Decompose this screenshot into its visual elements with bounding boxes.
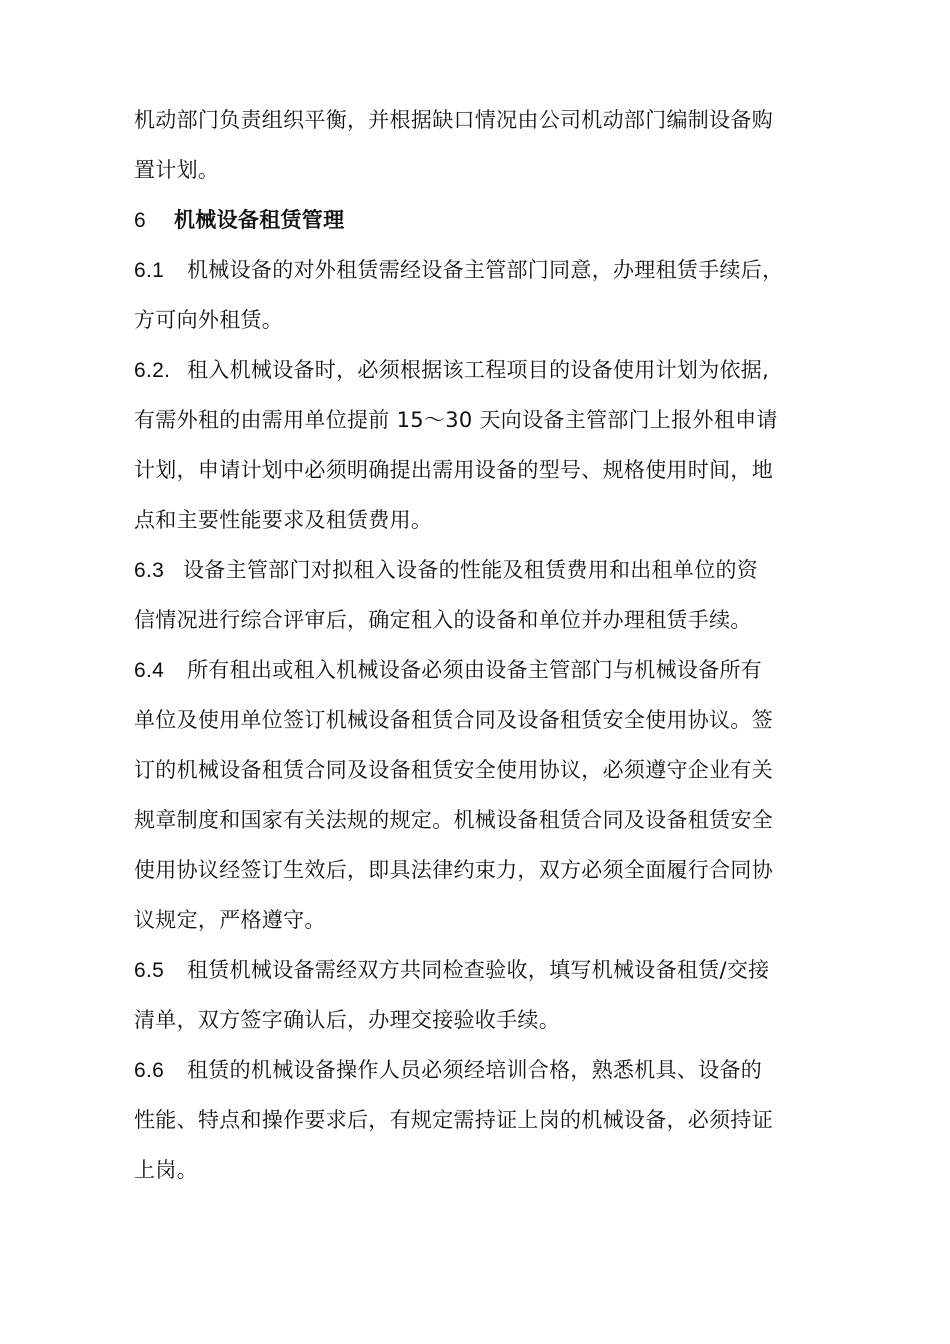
clause-6-4-line-3: 订的机械设备租赁合同及设备租赁安全使用协议，必须遵守企业有关 — [134, 758, 773, 782]
clause-text: 所有租出或租入机械设备必须由设备主管部门与机械设备所有 — [187, 658, 763, 682]
clause-6-4-line-4: 规章制度和国家有关法规的规定。机械设备租赁合同及设备租赁安全 — [134, 808, 773, 832]
clause-6-4-line-5: 使用协议经签订生效后，即具法律约束力，双方必须全面履行合同协 — [134, 858, 773, 882]
clause-number: 6.2. — [134, 359, 171, 382]
section-heading — [134, 195, 814, 245]
clause-6-3-line-1 — [134, 545, 814, 595]
clause-number: 6.1 — [134, 259, 165, 282]
clause-6-2-line-4: 点和主要性能要求及租赁费用。 — [134, 508, 433, 532]
clause-6-1-line-2: 方可向外租赁。 — [134, 308, 284, 332]
clause-6-6-line-2: 性能、特点和操作要求后，有规定需持证上岗的机械设备，必须持证 — [134, 1108, 773, 1132]
clause-number: 6.5 — [134, 959, 165, 982]
intro-line-1: 机动部门负责组织平衡，并根据缺口情况由公司机动部门编制设备购 — [134, 108, 773, 132]
clause-text: 租赁机械设备需经双方共同检查验收，填写机械设备租赁/交接 — [187, 958, 770, 982]
clause-text: 设备主管部门对拟租入设备的性能及租赁费用和出租单位的资 — [183, 558, 759, 582]
clause-number: 6.6 — [134, 1059, 165, 1082]
clause-number: 6.3 — [134, 559, 165, 582]
clause-6-4-line-6: 议规定，严格遵守。 — [134, 908, 326, 932]
clause-text: 租入机械设备时，必须根据该工程项目的设备使用计划为依据, — [187, 358, 770, 382]
clause-text: 机械设备的对外租赁需经设备主管部门同意，办理租赁手续后， — [187, 258, 784, 282]
clause-6-1-line-1 — [134, 245, 814, 295]
intro-line-2: 置计划。 — [134, 158, 220, 182]
clause-6-6-line-1 — [134, 1045, 814, 1095]
clause-6-4-line-1 — [134, 645, 814, 695]
section-title: 机械设备租赁管理 — [174, 208, 345, 232]
clause-6-2-line-2: 有需外租的由需用单位提前 15～30 天向设备主管部门上报外租申请 — [134, 408, 778, 432]
clause-6-6-line-3: 上岗。 — [134, 1158, 198, 1182]
clause-6-4-line-2: 单位及使用单位签订机械设备租赁合同及设备租赁安全使用协议。签 — [134, 708, 773, 732]
clause-number: 6.4 — [134, 659, 165, 682]
clause-6-5-line-1 — [134, 945, 814, 995]
clause-text: 租赁的机械设备操作人员必须经培训合格，熟悉机具、设备的 — [187, 1058, 763, 1082]
clause-6-3-line-2: 信情况进行综合评审后，确定租入的设备和单位并办理租赁手续。 — [134, 608, 752, 632]
clause-6-2-line-1 — [134, 345, 814, 395]
document-page — [134, 95, 814, 1195]
clause-6-2-line-3: 计划，申请计划中必须明确提出需用设备的型号、规格使用时间，地 — [134, 458, 773, 482]
clause-6-5-line-2: 清单，双方签字确认后，办理交接验收手续。 — [134, 1008, 560, 1032]
section-number: 6 — [134, 209, 146, 232]
